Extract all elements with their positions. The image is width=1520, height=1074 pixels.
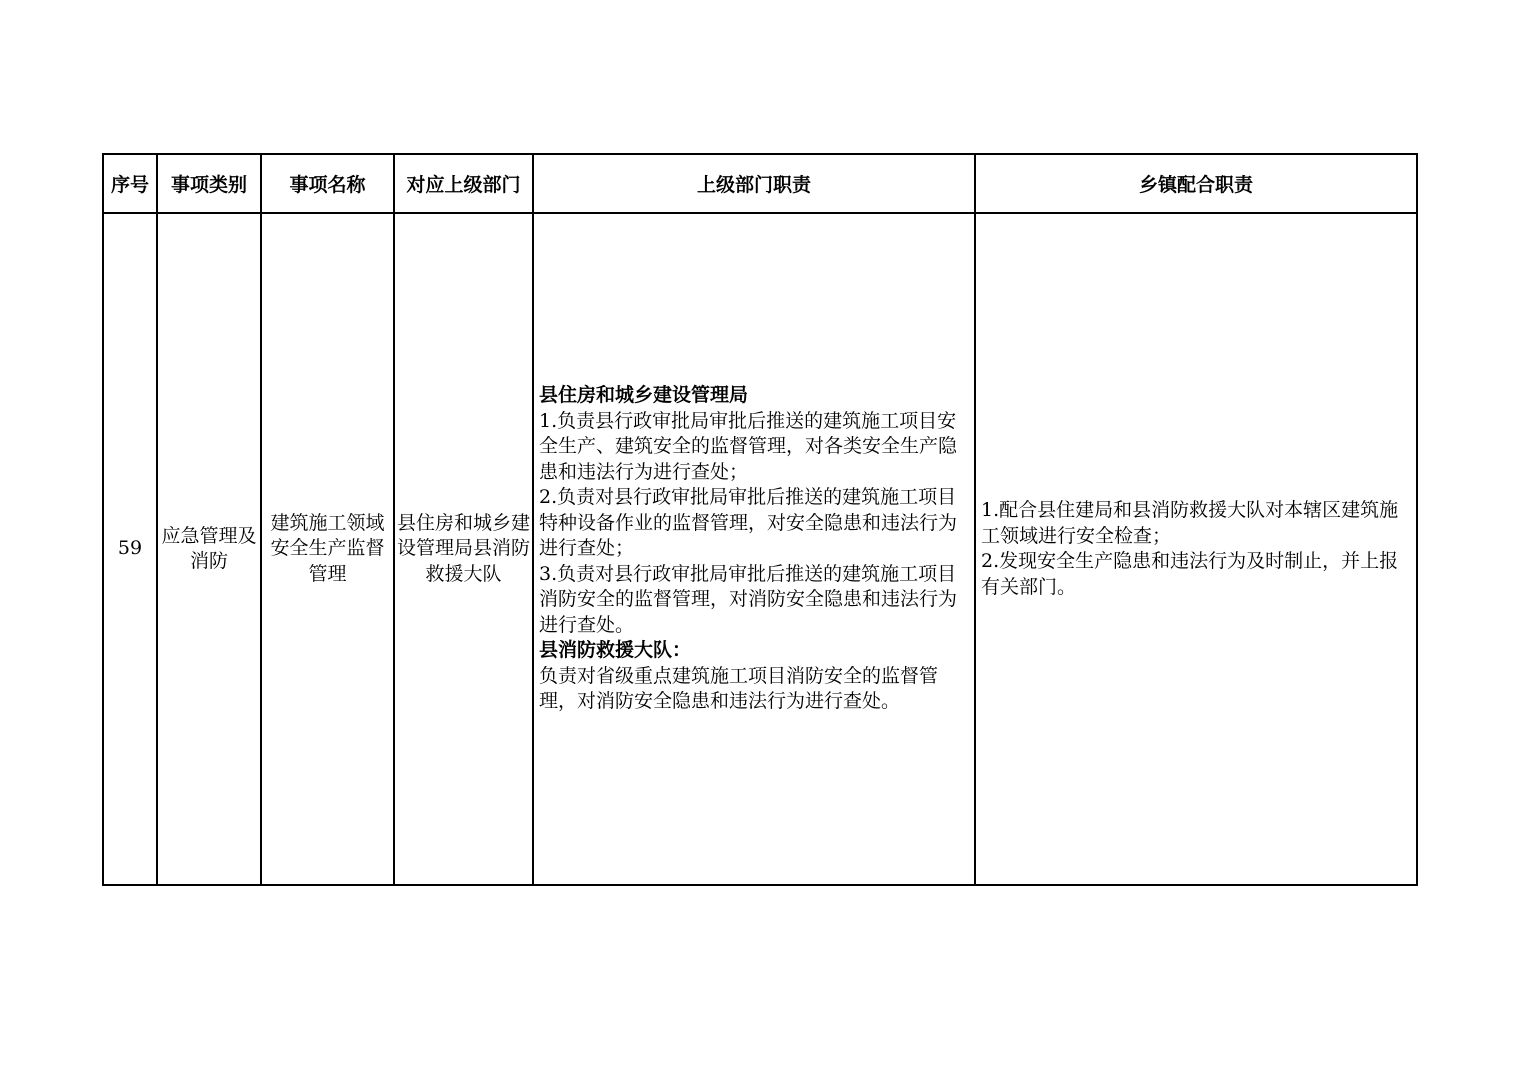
cell-upper-duty [533, 213, 975, 885]
upper-duty-section1-title: 县住房和城乡建设管理局 [539, 384, 749, 407]
cell-name [261, 213, 394, 885]
header-seq: 序号 [103, 154, 157, 213]
header-category: 事项类别 [157, 154, 261, 213]
upper-duty-section2-title: 县消防救援大队： [539, 639, 692, 662]
upper-duty-item4: 负责对省级重点建筑施工项目消防安全的监督管理，对消防安全隐患和违法行为进行查处。 [539, 664, 939, 713]
category-text: 应急管理及消防 [161, 524, 257, 572]
header-town-duty: 乡镇配合职责 [975, 154, 1417, 213]
cell-dept [394, 213, 533, 885]
cell-seq: 59 [103, 213, 157, 885]
header-upper-duty: 上级部门职责 [533, 154, 975, 213]
table-row [103, 213, 1417, 885]
cell-category [157, 213, 261, 885]
header-row [103, 154, 1417, 213]
dept-text: 县住房和城乡建设管理局县消防救援大队 [396, 511, 530, 585]
header-name: 事项名称 [261, 154, 394, 213]
duty-table [102, 153, 1418, 886]
cell-town-duty [975, 213, 1417, 885]
upper-duty-item1: 1.负责县行政审批局审批后推送的建筑施工项目安全生产、建筑安全的监督管理，对各类安全生产隐患和违法行为进行查处； [539, 409, 958, 483]
upper-duty-item3: 3.负责对县行政审批局审批后推送的建筑施工项目消防安全的监督管理，对消防安全隐患和违法行为进行查处。 [539, 562, 958, 636]
header-dept: 对应上级部门 [394, 154, 533, 213]
town-duty-item1: 1.配合县住建局和县消防救援大队对本辖区建筑施工领域进行安全检查； [981, 499, 1399, 547]
upper-duty-item2: 2.负责对县行政审批局审批后推送的建筑施工项目特种设备作业的监督管理，对安全隐患和违法行为进行查处； [539, 486, 958, 560]
town-duty-item2: 2.发现安全生产隐患和违法行为及时制止，并上报有关部门。 [981, 550, 1399, 598]
name-text: 建筑施工领域安全生产监督管理 [270, 511, 385, 585]
